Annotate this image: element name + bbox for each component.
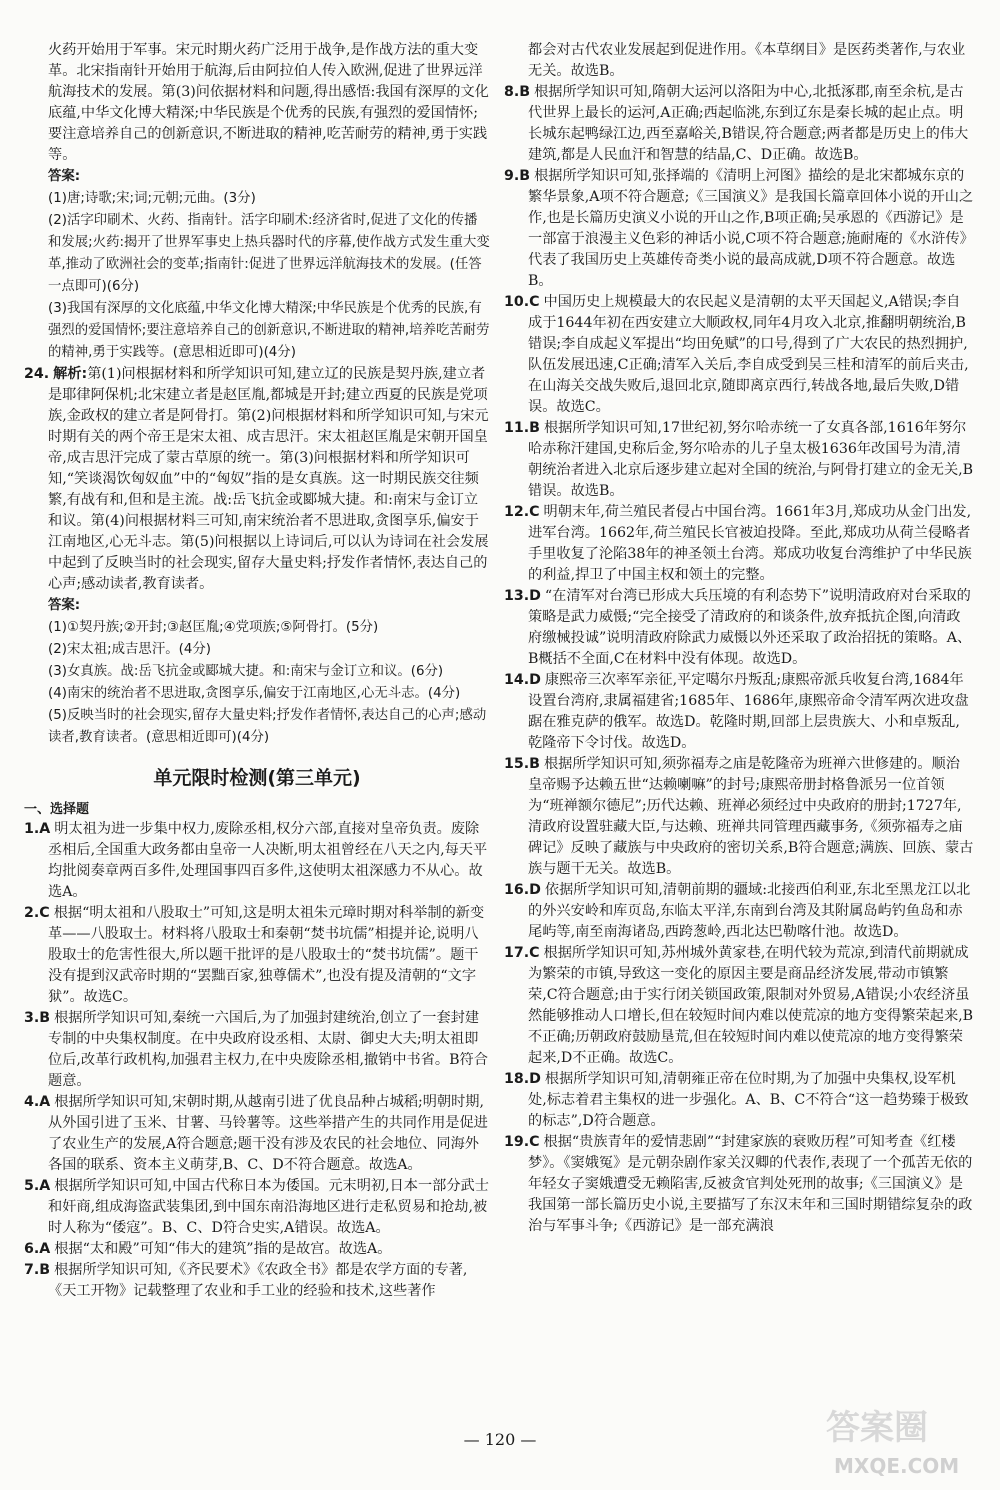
question-explanation: 根据所学知识可知,清朝雍正帝在位时期,为了加强中央集权,设军机处,标志着君主集权的进一步强化。A、B、C不符合“这一趋势臻于极致的标志”,D符合题意。 [528,1071,969,1129]
q23-answer-lines [24,188,490,364]
right-column [504,40,974,1237]
question-explanation: 根据所学知识可知,张择端的《清明上河图》描绘的是北宋都城东京的繁华景象,A项不符合题意;《三国演义》是我国长篇章回体小说的开山之作,也是长篇历史演义小说的开山之作,B项正确;吴承恩的《西游记》是一部富于浪漫主义色彩的神话小说,C项不符合题意;施耐庵的《水浒传》代表了我国历史上英雄传奇类小说的最高成就,D项不符合题意。故选B。 [528,168,974,289]
svg-text:MXQE.COM: MXQE.COM [834,1454,960,1478]
question-explanation: 明太祖为进一步集中权力,废除丞相,权分六部,直接对皇帝负责。废除丞相后,全国重大政务都由皇帝一人决断,明太祖曾经在八天之内,每天平均批阅奏章两百多件,处理国事四百多件,这使明太祖深感力不从心。故选A。 [48,821,488,900]
question-number: 7.B [24,1262,51,1278]
watermark-logo [820,1395,990,1485]
question-item [504,1069,974,1132]
question-explanation: 康熙帝三次率军亲征,平定噶尔丹叛乱;康熙帝派兵收复台湾,1684年设置台湾府,隶属福建省;1685年、1686年,康熙帝命令清军两次进攻盘踞在雅克萨的俄军。故选D。乾隆时期,回部上层贵族大、小和卓叛乱,乾隆帝下令讨伐。故选D。 [528,672,969,751]
q24-analysis-text: 第(1)问根据材料和所学知识可知,建立辽的民族是契丹族,建立者是耶律阿保机;北宋建立者是赵匡胤,都城是开封;建立西夏的民族是党项族,金政权的建立者是阿骨打。第(2)问根据材料和所学知识可知,与宋元时期有关的两个帝王是宋太祖、成吉思汗。宋太祖赵匡胤是宋朝开国皇帝,成吉思汗完成了蒙古草原的统一。第(3)问根据材料和所学知识可知,“笑谈渴饮匈奴血”中的“匈奴”指的是女真族。这一时期民族交往频繁,有战有和,但和是主流。战:岳飞抗金或郾城大捷。和:南宋与金订立和议。第(4)问根据材料三可知,南宋统治者不思进取,贪图享乐,偏安于江南地区,心无斗志。第(5)问根据以上诗词后,可以认为诗词在社会发展中起到了反映当时的社会现实,留存大量史料;抒发作者情怀,表达自己的心声;感动读者,教育读者。 [48,366,489,592]
analysis-paragraph: 火药开始用于军事。宋元时期火药广泛用于战争,是作战方法的重大变革。北宋指南针开始用于航海,后由阿拉伯人传入欧洲,促进了世界远洋航海技术的发展。第(3)问依据材料和问题,得出感悟:我国有深厚的文化底蕴,中华文化博大精深;中华民族是个优秀的民族,有强烈的爱国情怀;要注意培养自己的创新意识,不断进取的精神,吃苦耐劳的精神,勇于实践等。 [48,42,489,163]
question-item [24,1008,490,1092]
section-title: 单元限时检测(第三单元) [153,767,361,789]
question-explanation: 根据“明太祖和八股取士”可知,这是明太祖朱元璋时期对科举制的新变革——八股取士。材料将八股取士和秦朝“焚书坑儒”相提并论,说明八股取士的危害性很大,所以题干批评的是八股取士的“焚书坑儒”。题干没有提到汉武帝时期的“罢黜百家,独尊儒术”,也没有提及清朝的“文字狱”。故选C。 [48,905,485,1005]
question-item [24,1176,490,1239]
question-explanation: 根据所学知识可知,须弥福寿之庙是乾隆帝为班禅六世修建的。顺治皇帝赐予达赖五世“达赖喇嘛”的封号;康熙帝册封格鲁派另一位首领为“班禅额尔德尼”;历代达赖、班禅必须经过中央政府的册封;1727年,清政府设置驻藏大臣,与达赖、班禅共同管理西藏事务,《须弥福寿之庙碑记》反映了藏族与中央政府的密切关系,B符合题意;满族、回族、蒙古族与题干无关。故选B。 [528,756,974,877]
question-number: 18.D [504,1071,541,1087]
question-explanation: 根据所学知识可知,《齐民要术》《农政全书》都是农学方面的专著,《天工开物》记载整理了农业和手工业的经验和技术,这些著作 [48,1262,468,1299]
question-item [24,1239,490,1260]
sub-heading: 一、选择题 [24,802,90,817]
q24-answer-lines [24,617,490,749]
question-item [504,880,974,943]
question-item [24,1092,490,1176]
question-number: 17.C [504,945,540,961]
question-explanation: 根据所学知识可知,17世纪初,努尔哈赤统一了女真各部,1616年努尔哈赤称汗建国,史称后金,努尔哈赤的儿子皇太极1636年改国号为清,清朝统治者进入北京后逐步建立起对全国的统治,与阿骨打建立的金无关,B错误。故选B。 [528,420,974,499]
answer-line: (2)活字印刷术、火药、指南针。活字印刷术:经济省时,促进了文化的传播和发展;火药:揭开了世界军事史上热兵器时代的序幕,使作战方式发生重大变革,推动了欧洲社会的变革;指南针:促进了世界远洋航海技术的发展。(任答一点即可)(6分) [48,213,490,294]
question-number: 1.A [24,821,51,837]
question-explanation: 根据“太和殿”可知“伟大的建筑”指的是故宫。故选A。 [54,1241,392,1257]
question-item [504,166,974,292]
question-item [504,754,974,880]
question-number: 14.D [504,672,541,688]
question-explanation: 中国历史上规模最大的农民起义是清朝的太平天国起义,A错误;李自成于1644年初在西安建立大顺政权,同年4月攻入北京,推翻明朝统治,B错误;李自成起义军提出“均田免赋”的口号,得到了广大农民的热烈拥护,队伍发展迅速,C正确;清军入关后,李自成受到吴三桂和清军的前后夹击,在山海关交战失败后,退回北京,随即离京西行,转战各地,最后失败,D错误。故选C。 [528,294,969,415]
question-explanation: 根据所学知识可知,中国古代称日本为倭国。元末明初,日本一部分武士和奸商,组成海盗武装集团,到中国东南沿海地区进行走私贸易和抢劫,被时人称为“倭寇”。B、C、D符合史实,A错误。故选A。 [48,1178,489,1236]
answer-line: (5)反映当时的社会现实,留存大量史料;抒发作者情怀,表达自己的心声;感动读者,教育读者。(意思相近即可)(4分) [48,708,487,745]
q23-analysis-continued [24,40,490,166]
question-explanation: 根据所学知识可知,宋朝时期,从越南引进了优良品种占城稻;明朝时期,从外国引进了玉米、甘薯、马铃薯等。这些举措产生的共同作用是促进了农业生产的发展,A符合题意;题干没有涉及农民的社会地位、同海外各国的联系、资本主义萌芽,B、C、D不符合题意。故选A。 [48,1094,488,1173]
answer-line: (1)唐;诗歌;宋;词;元朝;元曲。(3分) [48,191,256,206]
left-question-list [24,819,490,1302]
answer-line: (2)宋太祖;成吉思汗。(4分) [48,642,211,657]
question-number: 10.C [504,294,540,310]
question-explanation: 依据所学知识可知,清朝前期的疆域:北接西伯利亚,东北至黑龙江以北的外兴安岭和库页岛,东临太平洋,东南到台湾及其附属岛屿钓鱼岛和赤尾屿等,南至南海诸岛,西跨葱岭,西北达巴勒喀什池。故选D。 [528,882,971,940]
question-number: 13.D [504,588,541,604]
question-item [504,502,974,586]
question-explanation: 根据“贵族青年的爱情悲剧”“封建家族的衰败历程”可知考查《红楼梦》。《窦娥冤》是元朝杂剧作家关汉卿的代表作,表现了一个孤苦无依的年轻女子窦娥遭受无赖陷害,反被贪官判处死刑的故事;《三国演义》是我国第一部长篇历史小说,主要描写了东汉末年和三国时期错综复杂的政治与军事斗争;《西游记》是一部充满浪 [528,1134,973,1234]
answer-line: (3)女真族。战:岳飞抗金或郾城大捷。和:南宋与金订立和议。(6分) [48,664,444,679]
q24-answer [24,595,490,617]
question-number: 15.B [504,756,540,772]
q23-answer [24,166,490,188]
question-number: 16.D [504,882,541,898]
question-item [504,418,974,502]
question-item [504,586,974,670]
question-item [504,82,974,166]
question-number: 5.A [24,1178,51,1194]
answer-line: (3)我国有深厚的文化底蕴,中华文化博大精深;中华民族是个优秀的民族,有强烈的爱国情怀;要注意培养自己的创新意识,不断进取的精神,培养吃苦耐劳的精神,勇于实践等。(意思相近即可)(4分) [48,301,490,360]
question-explanation: 明朝末年,荷兰殖民者侵占中国台湾。1661年3月,郑成功从金门出发,进军台湾。1662年,荷兰殖民长官被迫投降。至此,郑成功从荷兰侵略者手里收复了沦陷38年的神圣领土台湾。郑成功收复台湾维护了中华民族的利益,捍卫了中国主权和领土的完整。 [528,504,972,583]
left-column [24,40,490,1302]
question-number: 19.C [504,1134,540,1150]
page-number: — 120 — [463,1430,537,1449]
question-number: 11.B [504,420,540,436]
question-item [24,819,490,903]
q24-analysis [24,364,490,595]
answer-label: 答案: [48,169,81,184]
question-explanation: “在清军对台湾已形成大兵压境的有利态势下”说明清政府对台采取的策略是武力威慑;“完全接受了清政府的和谈条件,放弃抵抗企图,向清政府缴械投诚”说明清政府除武力威慑以外还采取了政治招抚的策略。A、B概括不全面,C在材料中没有体现。故选D。 [528,588,972,667]
question-item [504,943,974,1069]
question-number: 9.B [504,168,531,184]
question-number: 3.B [24,1010,51,1026]
svg-text:答案圈: 答案圈 [826,1408,928,1448]
question-explanation: 根据所学知识可知,秦统一六国后,为了加强封建统治,创立了一套封建专制的中央集权制度。在中央政府设丞相、太尉、御史大夫;明太祖即位后,改革行政机构,加强君主权力,在中央废除丞相,撤销中书省。B符合题意。 [48,1010,488,1089]
question-number: 6.A [24,1241,51,1257]
question-number: 4.A [24,1094,51,1110]
question-item [24,903,490,1008]
question-item [24,1260,490,1302]
question-item [504,670,974,754]
question-item [504,1132,974,1237]
right-question-list [504,82,974,1237]
question-number: 12.C [504,504,540,520]
answer-label: 答案: [48,598,81,613]
q7-analysis-continued: 都会对古代农业发展起到促进作用。《本草纲目》是医药类著作,与农业无关。故选B。 [528,42,966,79]
question-explanation: 根据所学知识可知,隋朝大运河以洛阳为中心,北抵涿郡,南至余杭,是古代世界上最长的运河,A正确;西起临洮,东到辽东是秦长城的起止点。明长城东起鸭绿江边,西至嘉峪关,B错误,符合题意;两者都是历史上的伟大建筑,都是人民血汗和智慧的结晶,C、D正确。故选B。 [528,84,969,163]
q24-number: 24. [24,366,50,382]
question-item [504,292,974,418]
answer-line: (4)南宋的统治者不思进取,贪图享乐,偏安于江南地区,心无斗志。(4分) [48,686,461,701]
question-explanation: 根据所学知识可知,苏州城外黄家巷,在明代较为荒凉,到清代前期就成为繁荣的市镇,导致这一变化的原因主要是商品经济发展,带动市镇繁荣,C符合题意;由于实行闭关锁国政策,限制对外贸易,A错误;小农经济虽然能够推动人口增长,但在较短时间内难以使荒凉的地方变得繁荣起来,B不正确;历朝政府鼓励垦荒,但在较短时间内难以使荒凉的地方变得繁荣起来,D不正确。故选C。 [528,945,974,1066]
answer-line: (1)①契丹族;②开封;③赵匡胤;④党项族;⑤阿骨打。(5分) [48,620,379,635]
analysis-label: 解析: [53,366,88,382]
question-number: 8.B [504,84,531,100]
question-number: 2.C [24,905,50,921]
